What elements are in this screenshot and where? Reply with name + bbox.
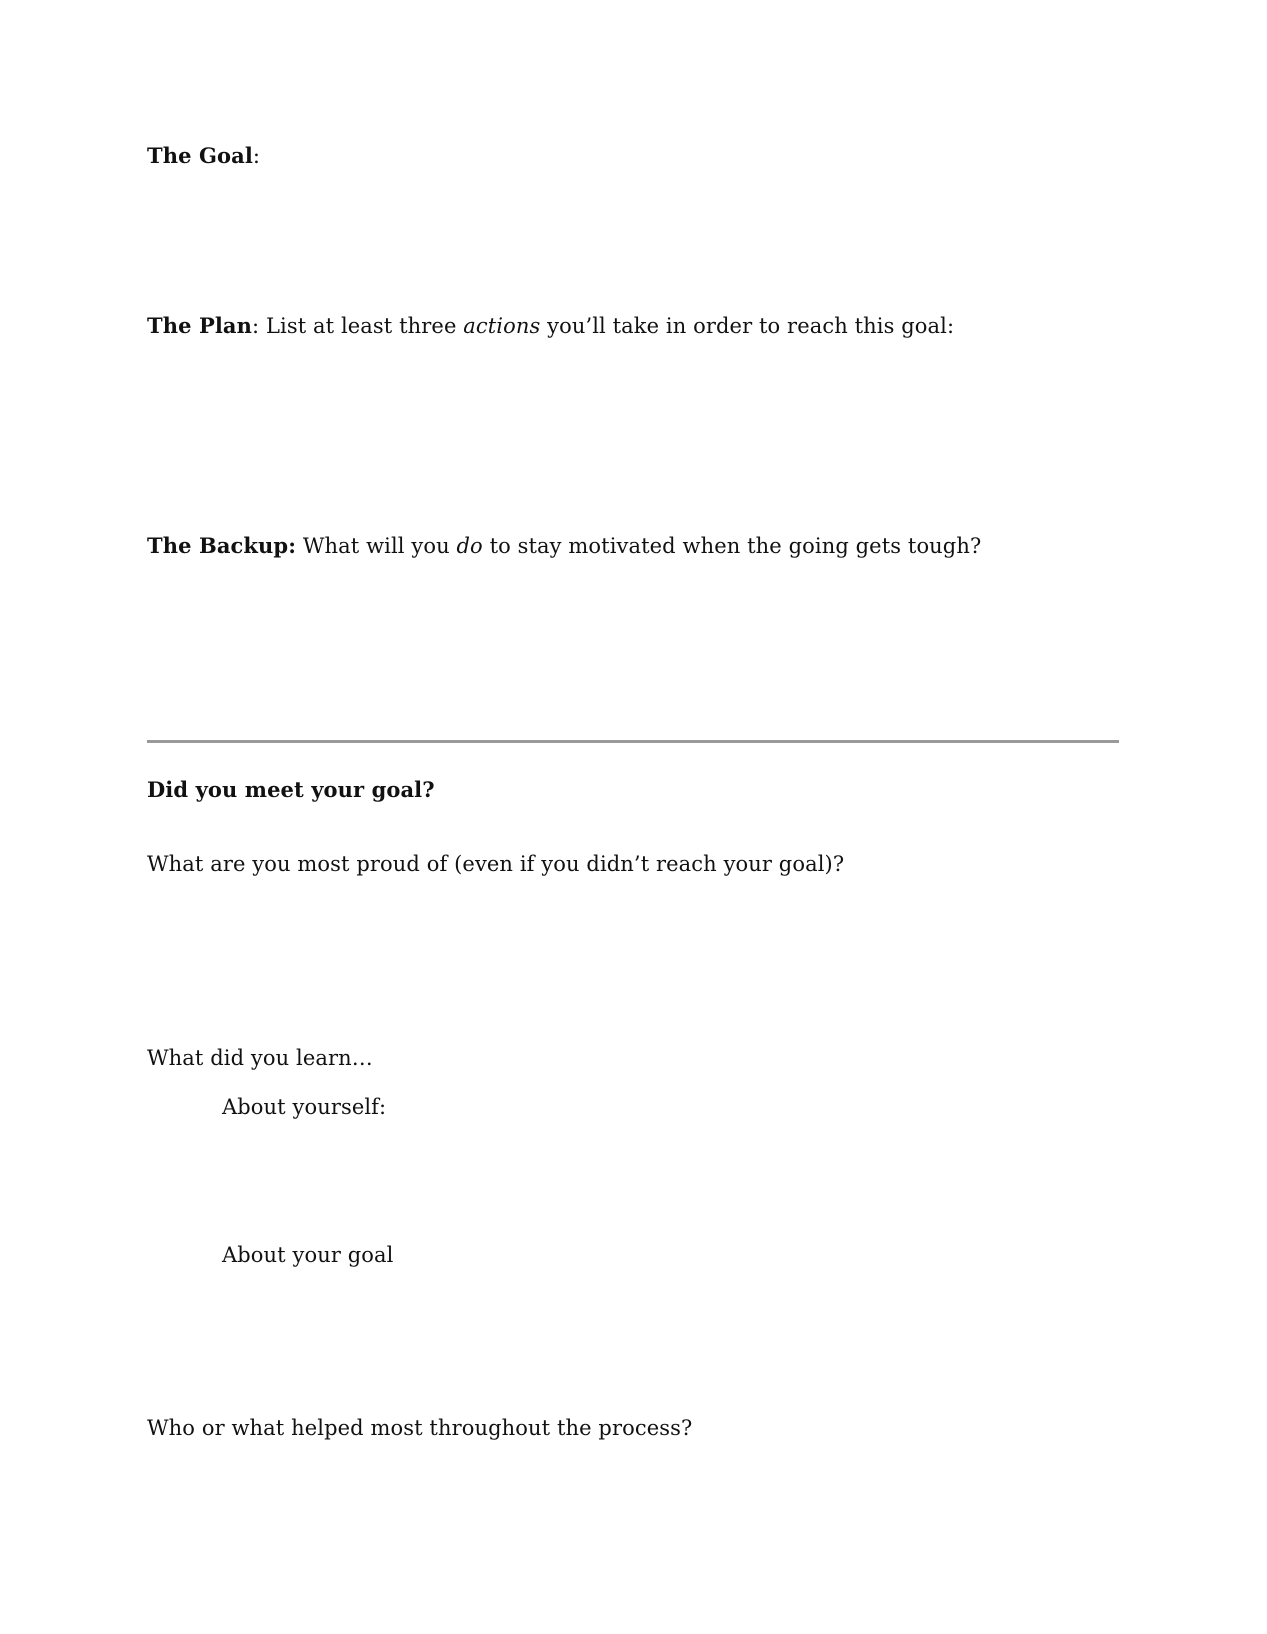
plan-text-after: you’ll take in order to reach this goal: xyxy=(540,314,955,338)
review-heading: Did you meet your goal? xyxy=(147,777,435,802)
goal-prompt xyxy=(147,142,260,170)
plan-prompt xyxy=(147,312,954,340)
learn-question: What did you learn… xyxy=(147,1046,373,1070)
helped-question: Who or what helped most throughout the process? xyxy=(147,1416,693,1440)
backup-emphasis: do xyxy=(456,534,483,558)
backup-prompt xyxy=(147,532,981,560)
plan-emphasis: actions xyxy=(463,314,541,338)
plan-text-before: : List at least three xyxy=(252,314,464,338)
backup-text-before: What will you xyxy=(296,534,457,558)
backup-text-after: to stay motivated when the going gets tough? xyxy=(482,534,982,558)
goal-label: The Goal xyxy=(147,143,253,168)
plan-label: The Plan xyxy=(147,313,253,338)
proud-question: What are you most proud of (even if you didn’t reach your goal)? xyxy=(147,852,845,876)
learn-about-goal: About your goal xyxy=(222,1243,394,1267)
section-divider xyxy=(147,740,1119,743)
backup-label: The Backup: xyxy=(147,533,297,558)
learn-about-self: About yourself: xyxy=(222,1095,387,1119)
goal-suffix: : xyxy=(252,144,261,168)
